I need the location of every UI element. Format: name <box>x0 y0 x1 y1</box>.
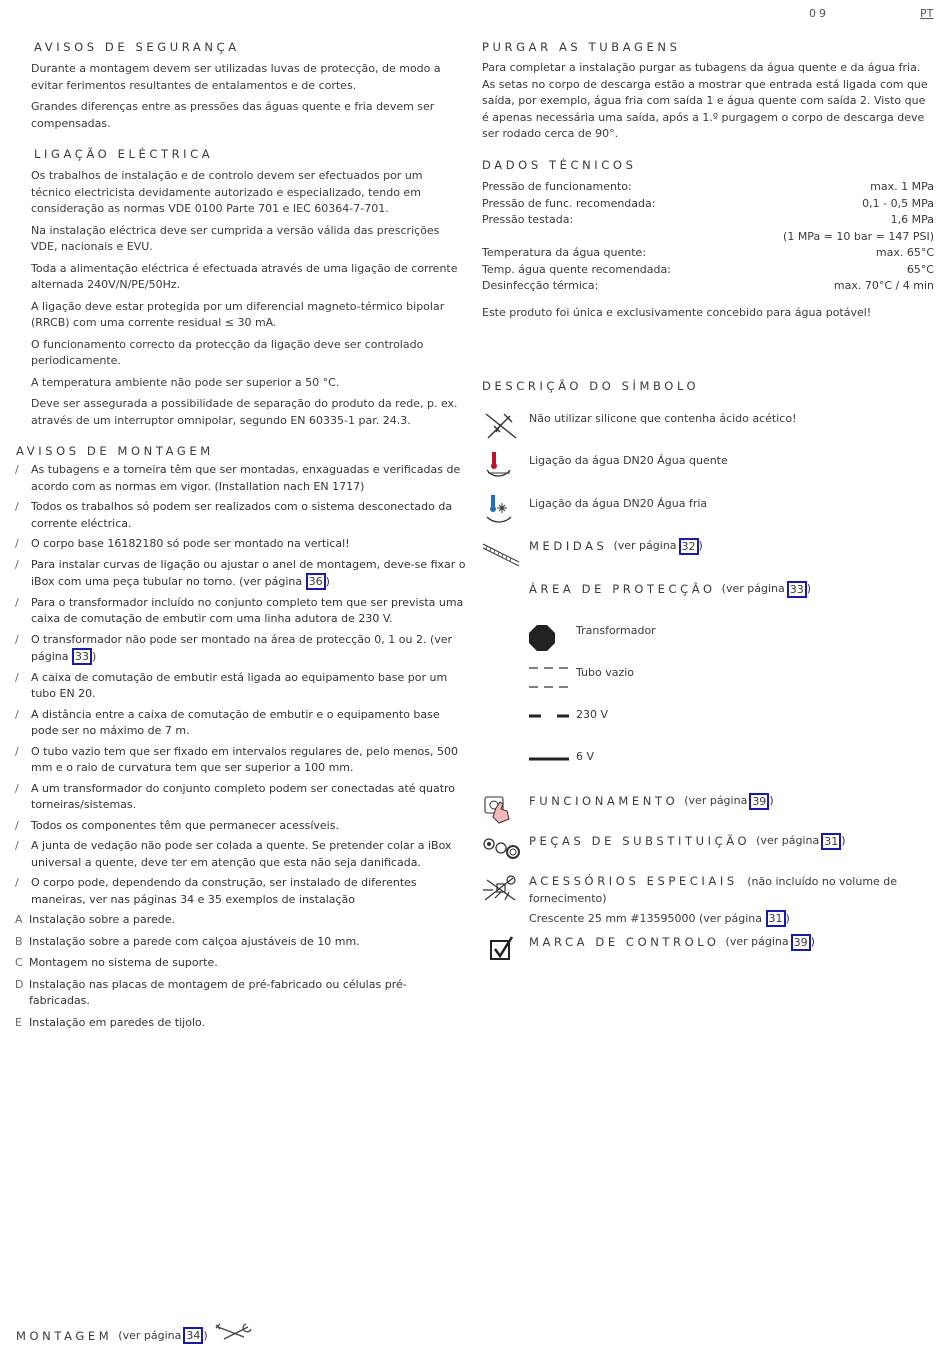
spare-parts-icon <box>481 834 521 868</box>
purge-text <box>482 60 932 143</box>
hot-water-text: Ligação da água DN20 Água quente <box>529 454 728 467</box>
crescente-text: Crescente 25 mm #13595000 (ver página <box>529 912 763 925</box>
page-link-39[interactable]: 39 <box>749 793 769 810</box>
list-item: B Instalação sobre a parede com calçoa ajustáveis de 10 mm. <box>15 934 360 948</box>
func-title: FUNCIONAMENTO <box>529 794 679 809</box>
electric-text <box>31 168 465 429</box>
marca-ref-end: ) <box>810 935 815 949</box>
area-ref-end: ) <box>806 582 812 596</box>
pecas-ref: (ver página <box>756 834 820 848</box>
octagon-icon <box>528 624 556 658</box>
page-number: 09 <box>809 7 829 20</box>
func-ref: (ver página <box>684 794 748 808</box>
thick-dash-icon <box>529 710 571 727</box>
purge-p1: Para completar a instalação purgar as tubagens da água quente e da água fria. As setas no corpo de descarga estão a mostrar que entrada está ligada com que saída, por exemplo, água fria com saída 1 e água quente com saída 2. Visto que é apenas necessária uma saída, após a 1.º purgagem o corpo de descarga deve ser rodado cerca de 90°. <box>482 61 928 140</box>
electric-p2: Na instalação eléctrica deve ser cumprida a versão válida das prescrições VDE, nacionais e EVU. <box>31 223 440 253</box>
list-item: / A um transformador do conjunto completo podem ser conectadas até quatro torneiras/sistemas. <box>15 781 456 811</box>
list-item: / O corpo base 16182180 só pode ser montado na vertical! <box>15 537 350 550</box>
tech-row: Pressão testada: 1,6 MPa <box>482 213 934 226</box>
safety-text <box>31 61 465 132</box>
page-link-36[interactable]: 36 <box>306 573 326 590</box>
symbols-title: DESCRIÇÃO DO SÍMBOLO <box>482 379 700 393</box>
page-link-31[interactable]: 31 <box>821 833 841 850</box>
list-item: / Para instalar curvas de ligação ou ajustar o anel de montagem, deve-se fixar o iBox com uma peça tubular no torno. (ver página 36 ) <box>15 557 466 588</box>
marca-title: MARCA DE CONTROLO <box>529 935 720 950</box>
electric-p1: Os trabalhos de instalação e de controlo devem ser efectuados por um técnico electricista devidamente autorizado e especializado, tendo em consideração as normas VDE 0100 Parte 701 e IEC 60364-7-701. <box>31 169 423 215</box>
solid-line-icon <box>529 753 571 770</box>
list-item: C Montagem no sistema de suporte. <box>15 956 218 969</box>
electric-p4: A ligação deve estar protegida por um diferencial magneto-térmico bipolar (RRCB) com uma corrente residual ≤ 30 mA. <box>31 299 445 329</box>
list-item: / O corpo pode, dependendo da construção, ser instalado de diferentes maneiras, ver nas páginas 34 e 35 exemplos de instalação <box>15 876 417 906</box>
electric-p7: Deve ser assegurada a possibilidade de separação do produto da rede, p. ex. através de um interruptor omnipolar, segundo EN 60335-1 par. 24.3. <box>31 397 458 427</box>
tech-row: Temperatura da água quente: max. 65°C <box>482 246 934 259</box>
list-item: D Instalação nas placas de montagem de pré-fabricado ou células pré-fabricadas. <box>15 977 407 1007</box>
tech-row: Pressão de funcionamento: max. 1 MPa <box>482 180 934 193</box>
list-item: / Para o transformador incluído no conjunto completo tem que ser prevista uma caixa de comutação de embutir com uma linha adutora de 230 V. <box>15 595 464 625</box>
montagem-ref: (ver página <box>118 1328 182 1342</box>
page-link-32[interactable]: 32 <box>679 538 699 555</box>
tech-row: Desinfecção térmica: max. 70°C / 4 min <box>482 279 934 292</box>
tech-title: DADOS TÉCNICOS <box>482 158 637 172</box>
tech-table <box>482 179 934 321</box>
list-item: / O tubo vazio tem que ser fixado em intervalos regulares de, pelo menos, 500 mm e o raio de curvatura tem que ser superior a 100 mm. <box>15 744 459 774</box>
page-link-33b[interactable]: 33 <box>787 581 807 598</box>
mounting-title: AVISOS DE MONTAGEM <box>16 444 214 458</box>
acess-row <box>529 873 934 907</box>
crescente-row <box>529 910 790 928</box>
list-item: / Todos os trabalhos só podem ser realizados com o sistema desconectado da corrente eléctrica. <box>15 500 453 530</box>
list-item: / A caixa de comutação de embutir está ligada ao equipamento base por um tubo EN 20. <box>15 670 448 700</box>
safety-p1: Durante a montagem devem ser utilizadas luvas de protecção, de modo a evitar ferimentos resultantes de entalamentos e de cortes. <box>31 62 441 92</box>
hand-button-icon <box>482 794 518 830</box>
v6-text: 6 V <box>576 750 595 763</box>
hot-water-icon <box>484 450 514 486</box>
electric-p3: Toda a alimentação eléctrica é efectuada através de uma ligação de corrente alternada 240V/N/PE/50Hz. <box>31 261 458 291</box>
wrench-icon <box>214 1321 254 1351</box>
accessories-tools-icon <box>481 872 521 912</box>
electric-title: LIGAÇÃO ELÉCTRICA <box>34 147 214 161</box>
medidas-ref-end: ) <box>698 539 703 553</box>
purge-title: PURGAR AS TUBAGENS <box>482 40 681 54</box>
marca-ref: (ver página <box>725 935 789 949</box>
electric-p6: A temperatura ambiente não pode ser superior a 50 °C. <box>31 375 340 389</box>
safety-p2: Grandes diferenças entre as pressões das águas quente e fria devem ser compensadas. <box>31 100 435 130</box>
pecas-row <box>529 833 846 850</box>
ruler-icon <box>481 538 521 572</box>
tech-note: Este produto foi única e exclusivamente concebido para água potável! <box>482 305 872 319</box>
page-link-39b[interactable]: 39 <box>791 934 811 951</box>
language-code: PT <box>920 7 934 20</box>
silicone-gun-icon <box>484 408 518 448</box>
area-title: ÁREA DE PROTECÇÃO <box>529 582 716 597</box>
pecas-ref-end: ) <box>841 834 846 848</box>
list-item: A Instalação sobre a parede. <box>15 913 176 926</box>
cold-water-icon <box>484 493 514 531</box>
list-item: / As tubagens e a torneira têm que ser montadas, enxaguadas e verificadas de acordo com as normas em vigor. (Installation nach EN 1717) <box>15 463 461 493</box>
list-item: / A distância entre a caixa de comutação de embutir e o equipamento base pode ser no máximo de 7 m. <box>15 707 440 737</box>
list-item: E Instalação em paredes de tijolo. <box>15 1015 206 1029</box>
transformador-text: Transformador <box>576 624 656 637</box>
mounting-list <box>15 462 467 1035</box>
acess-ref: (não incluído no volume de fornecimento) <box>529 875 898 905</box>
pecas-title: PEÇAS DE SUBSTITUIÇÃO <box>529 834 751 849</box>
list-item: / Todos os componentes têm que permanecer acessíveis. <box>15 818 339 832</box>
medidas-ref: (ver página <box>613 539 677 553</box>
montagem-footer <box>16 1321 254 1351</box>
medidas-title: MEDIDAS <box>529 539 608 554</box>
montagem-title: MONTAGEM <box>16 1328 113 1343</box>
medidas-row <box>529 538 703 555</box>
safety-title: AVISOS DE SEGURANÇA <box>34 40 240 54</box>
list-item: / O transformador não pode ser montado na área de protecção 0, 1 ou 2. (ver página 33 ) <box>15 632 453 663</box>
acess-title: ACESSÓRIOS ESPECIAIS <box>529 874 738 888</box>
page-link-34[interactable]: 34 <box>183 1327 203 1344</box>
dashed-line-icon <box>529 663 571 697</box>
tech-row-note: (1 MPa = 10 bar = 147 PSI) <box>783 229 934 243</box>
v230-text: 230 V <box>576 708 609 721</box>
func-ref-end: ) <box>769 794 774 808</box>
electric-p5: O funcionamento correcto da protecção da ligação deve ser controlado periodicamente. <box>31 337 424 367</box>
func-row <box>529 793 774 810</box>
montagem-ref-end: ) <box>203 1328 208 1342</box>
tech-row: Temp. água quente recomendada: 65°C <box>482 262 934 276</box>
area-row <box>529 581 811 598</box>
tech-row: Pressão de func. recomendada: 0,1 - 0,5 MPa <box>482 196 934 210</box>
tubo-text: Tubo vazio <box>576 666 635 679</box>
page-link-31b[interactable]: 31 <box>766 910 786 927</box>
list-item: / A junta de vedação não pode ser colada a quente. Se pretender colar a iBox universal a quente, deve ter em atenção que esta não seja danificada. <box>15 839 452 869</box>
cold-water-text: Ligação da água DN20 Água fria <box>529 497 708 510</box>
page-link-33[interactable]: 33 <box>72 648 92 665</box>
silicone-text: Não utilizar silicone que contenha ácido acético! <box>529 412 797 425</box>
area-ref: (ver página <box>721 582 785 596</box>
crescente-end: ) <box>785 912 790 925</box>
marca-row <box>529 934 815 951</box>
checkbox-check-icon <box>489 935 515 969</box>
